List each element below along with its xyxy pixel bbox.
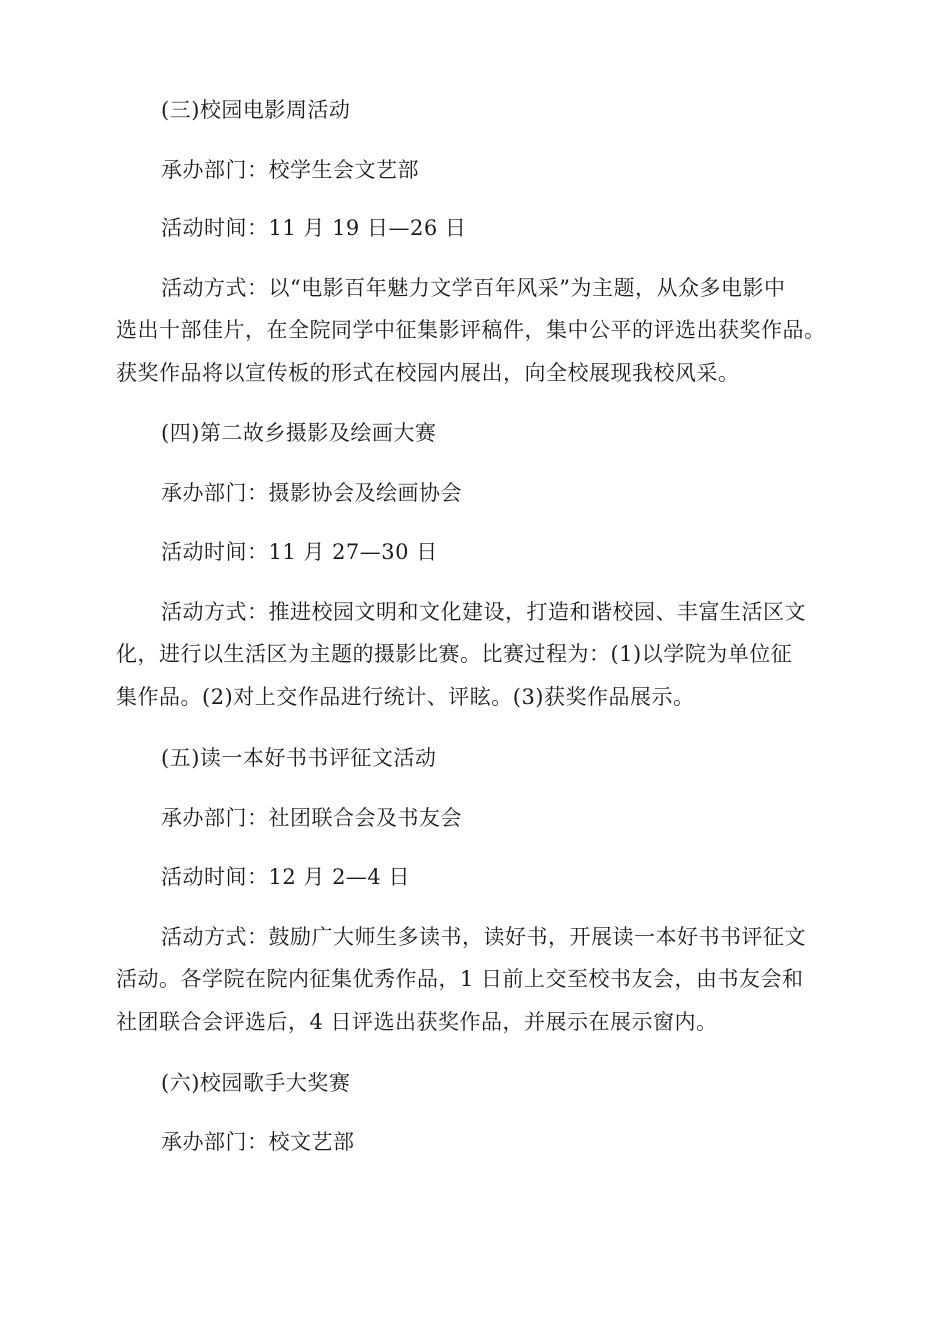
time-line: 活动时间：12 月 2—4 日	[161, 865, 410, 889]
time-line: 活动时间：11 月 19 日—26 日	[161, 216, 467, 240]
method-line: 选出十部佳片，在全院同学中征集影评稿件，集中公平的评选出获奖作品。	[116, 318, 826, 342]
organizer-line: 承办部门：校学生会文艺部	[161, 158, 419, 182]
section-heading: (六)校园歌手大奖赛	[161, 1071, 351, 1095]
method-line: 活动方式：推进校园文明和文化建设，打造和谐校园、丰富生活区文	[161, 600, 806, 624]
section-heading: (五)读一本好书书评征文活动	[161, 746, 437, 770]
method-line: 社团联合会评选后，4 日评选出获奖作品，并展示在展示窗内。	[116, 1010, 718, 1034]
section-heading: (四)第二故乡摄影及绘画大赛	[161, 421, 437, 445]
organizer-line: 承办部门：摄影协会及绘画协会	[161, 481, 462, 505]
method-line: 集作品。(2)对上交作品进行统计、评眩。(3)获奖作品展示。	[116, 685, 695, 709]
method-line: 活动方式：以“电影百年魅力文学百年风采”为主题，从众多电影中	[161, 276, 786, 300]
time-line: 活动时间：11 月 27—30 日	[161, 540, 438, 564]
method-line: 化，进行以生活区为主题的摄影比赛。比赛过程为：(1)以学院为单位征	[116, 642, 793, 666]
section-heading: (三)校园电影周活动	[161, 98, 351, 122]
method-line: 活动。各学院在院内征集优秀作品，1 日前上交至校书友会，由书友会和	[116, 967, 804, 991]
method-line: 获奖作品将以宣传板的形式在校园内展出，向全校展现我校风采。	[116, 361, 740, 385]
method-line: 活动方式：鼓励广大师生多读书，读好书，开展读一本好书书评征文	[161, 925, 806, 949]
organizer-line: 承办部门：社团联合会及书友会	[161, 806, 462, 830]
organizer-line: 承办部门：校文艺部	[161, 1130, 355, 1154]
